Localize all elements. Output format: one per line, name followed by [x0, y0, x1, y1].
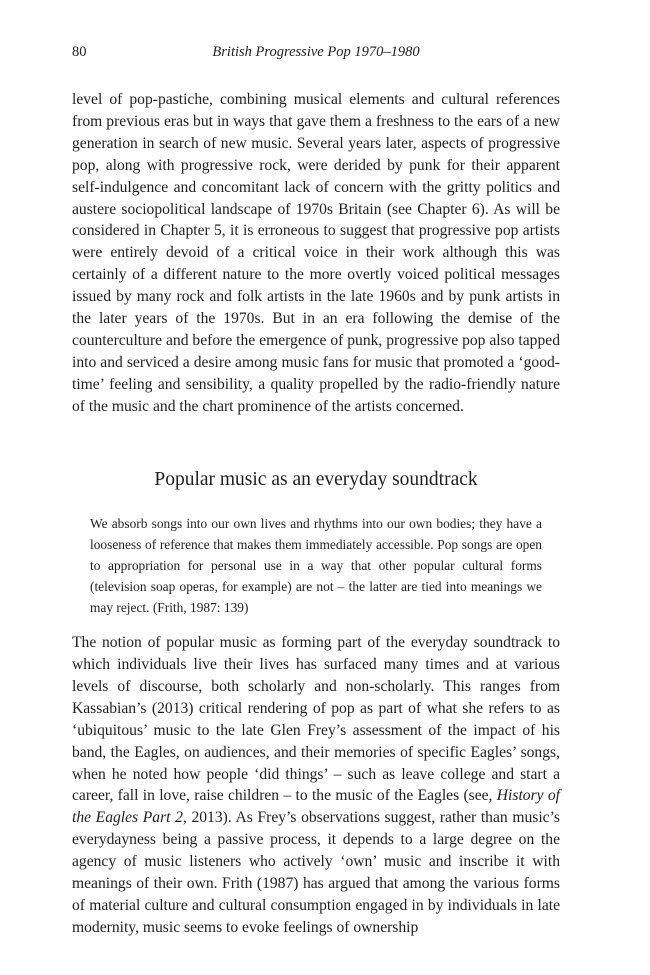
book-title-reference: History of the Eagles Part 2: [72, 787, 561, 827]
section-heading: Popular music as an everyday soundtrack: [154, 468, 478, 490]
body-paragraph-2: [72, 632, 560, 939]
body-paragraph-1: level of pop-pastiche, combining musical elements and cultural references from previous eras but in ways that gave them a freshness to the ears of a new generation in search of new music. Several years later, aspects of progressive pop, along with progressive rock, were derided by punk for their apparent self-indulgence and concomitant lack of concern with the gritty politics and austere sociopolitical landscape of 1970s Britain (see Chapter 6). As will be considered in Chapter 5, it is erroneous to suggest that progressive pop artists were entirely devoid of a critical voice in their work although this was certainly of a different nature to the more overtly voiced political messages issued by many rock and folk artists in the late 1960s and by punk artists in the later years of the 1970s. But in an era following the demise of the counterculture and before the emergence of punk, progressive pop also tapped into and serviced a desire among music fans for music that promoted a ‘good-time’ feeling and sensibility, a quality propelled by the radio-friendly nature of the music and the chart prominence of the artists concerned.: [72, 91, 560, 415]
page-number: 80: [72, 44, 87, 60]
running-title: British Progressive Pop 1970–1980: [212, 44, 420, 60]
running-head: [72, 44, 560, 66]
page-content: [72, 89, 560, 939]
block-quote: We absorb songs into our own lives and rhythms into our own bodies; they have a looseness of reference that makes them immediately accessible. Pop songs are open to appropriation for personal use in a way that other popular cultural forms (television soap operas, for example) are not – the latter are tied into meanings we may reject. (Frith, 1987: 139): [90, 515, 542, 615]
body-paragraph-2-text-start: The notion of popular music as forming part of the everyday soundtrack to which individuals live their lives has surfaced many times and at various levels of discourse, both scholarly and non-scholarly. This ranges from Kassabian’s (2013) critical rendering of pop as part of what she refers to as ‘ubiquitous’ music to the late Glen Frey’s assessment of the impact of his band, the Eagles, on audiences, and their memories of specific Eagles’ songs, when he noted how people ‘did things’ – such as leave college and start a career, fall in love, raise children – to the music of the Eagles (see,: [72, 634, 560, 805]
body-paragraph-2-text-end: , 2013). As Frey’s observations suggest, rather than music’s everydayness being a passive process, it depends to a large degree on the agency of music listeners who actively ‘own’ music and inscribe it with meanings of their own. Frith (1987) has argued that among the various forms of material culture and cultural consumption engaged in by individuals in late modernity, music seems to evoke feelings of ownership: [72, 809, 560, 936]
